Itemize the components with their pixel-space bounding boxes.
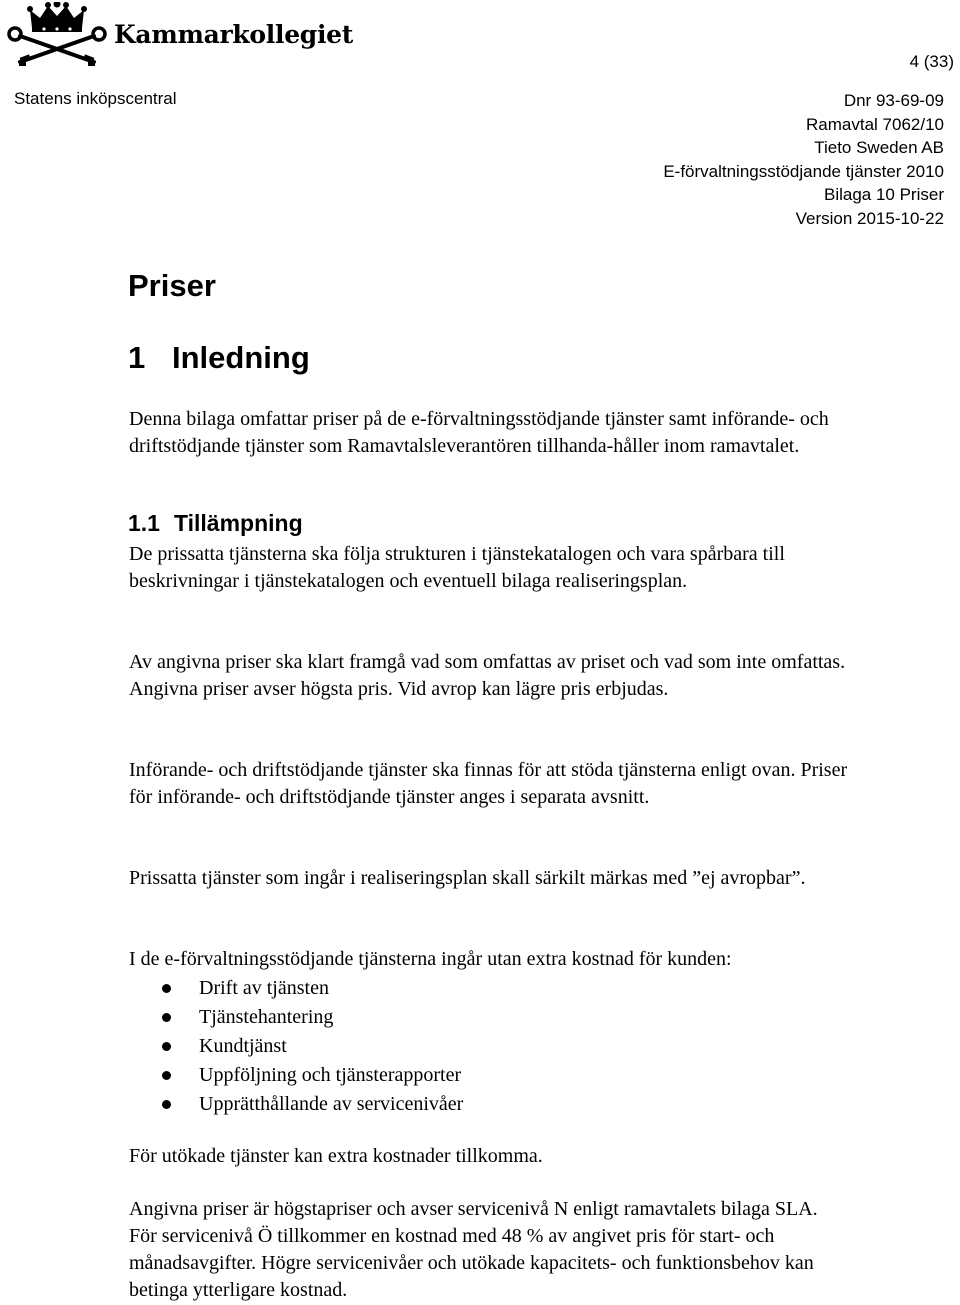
- meta-supplier: Tieto Sweden AB: [814, 138, 944, 158]
- list-item-label: Tjänstehantering: [199, 1006, 334, 1028]
- section-heading-tillampning: [128, 510, 303, 537]
- section-number: 1: [128, 340, 146, 375]
- list-item: [129, 1003, 463, 1032]
- crown-keys-emblem-icon: [4, 2, 110, 68]
- meta-attachment: Bilaga 10 Priser: [823, 185, 944, 205]
- paragraph-included-services: I de e-förvaltningsstödjande tjänsterna ingår utan extra kostnad för kunden:: [129, 948, 732, 970]
- bullet-icon: [162, 1071, 171, 1080]
- paragraph-service-levels: Angivna priser är högstapriser och avser servicenivå N enligt ramavtalets bilaga SLA. För servicenivå Ö tillkommer en kostnad med 48 % av angivet pris för start- och månadsavgifter. Högre servicenivåer och utökade kapacitets- och funktionsbehov kan betinga ytterligare kostnad.: [129, 1198, 818, 1301]
- bullet-icon: [162, 1042, 171, 1051]
- page-number: 4 (33): [909, 52, 954, 71]
- section-title: Inledning: [172, 340, 310, 375]
- section-heading-inledning: [128, 340, 310, 376]
- meta-dnr: Dnr 93-69-09: [843, 91, 944, 110]
- list-item-label: Uppföljning och tjänsterapporter: [199, 1064, 462, 1086]
- paragraph-price-scope: Av angivna priser ska klart framgå vad som omfattas av priset och vad som inte omfattas. Angivna priser avser högsta pris. Vid avrop kan lägre pris erbjudas.: [129, 651, 846, 700]
- bullet-icon: [162, 1100, 171, 1109]
- included-services-list: [129, 974, 463, 1119]
- list-item-label: Upprätthållande av servicenivåer: [199, 1093, 464, 1115]
- paragraph-structure: De prissatta tjänsterna ska följa strukturen i tjänstekatalogen och vara spårbara till beskrivningar i tjänstekatalogen och eventuell bilaga realiseringsplan.: [129, 543, 785, 592]
- meta-ramavtal: Ramavtal 7062/10: [806, 114, 944, 134]
- document-metadata: [663, 89, 944, 231]
- list-item: [129, 1090, 463, 1119]
- list-item-label: Drift av tjänsten: [199, 977, 329, 999]
- list-item-label: Kundtjänst: [199, 1035, 287, 1057]
- subsection-number: 1.1: [128, 510, 160, 536]
- meta-version: Version 2015-10-22: [795, 208, 944, 228]
- bullet-icon: [162, 1013, 171, 1022]
- list-item: [129, 974, 463, 1003]
- meta-contract-area: E-förvaltningsstödjande tjänster 2010: [663, 161, 944, 181]
- paragraph-support-services: Införande- och driftstödjande tjänster ska finnas för att stöda tjänsterna enligt ovan. Priser för införande- och driftstödjande tjänster anges i separata avsnitt.: [129, 759, 848, 808]
- bullet-icon: [162, 984, 171, 993]
- kammarkollegiet-logo: [4, 2, 354, 68]
- subsection-title: Tillämpning: [174, 510, 303, 536]
- document-title: Priser: [128, 268, 216, 303]
- organization-name: Statens inköpscentral: [14, 89, 177, 108]
- paragraph-realization-plan: Prissatta tjänster som ingår i realiseringsplan skall särkilt märkas med ”ej avropbar”.: [129, 867, 806, 889]
- paragraph-extra-costs: För utökade tjänster kan extra kostnader tillkomma.: [129, 1145, 543, 1167]
- logo-wordmark: Kammarkollegiet: [114, 20, 354, 49]
- list-item: [129, 1061, 463, 1090]
- intro-paragraph: Denna bilaga omfattar priser på de e-förvaltningsstödjande tjänster samt införande- och driftstödjande tjänster som Ramavtalsleverantören tillhanda-håller inom ramavtalet.: [129, 408, 829, 457]
- list-item: [129, 1032, 463, 1061]
